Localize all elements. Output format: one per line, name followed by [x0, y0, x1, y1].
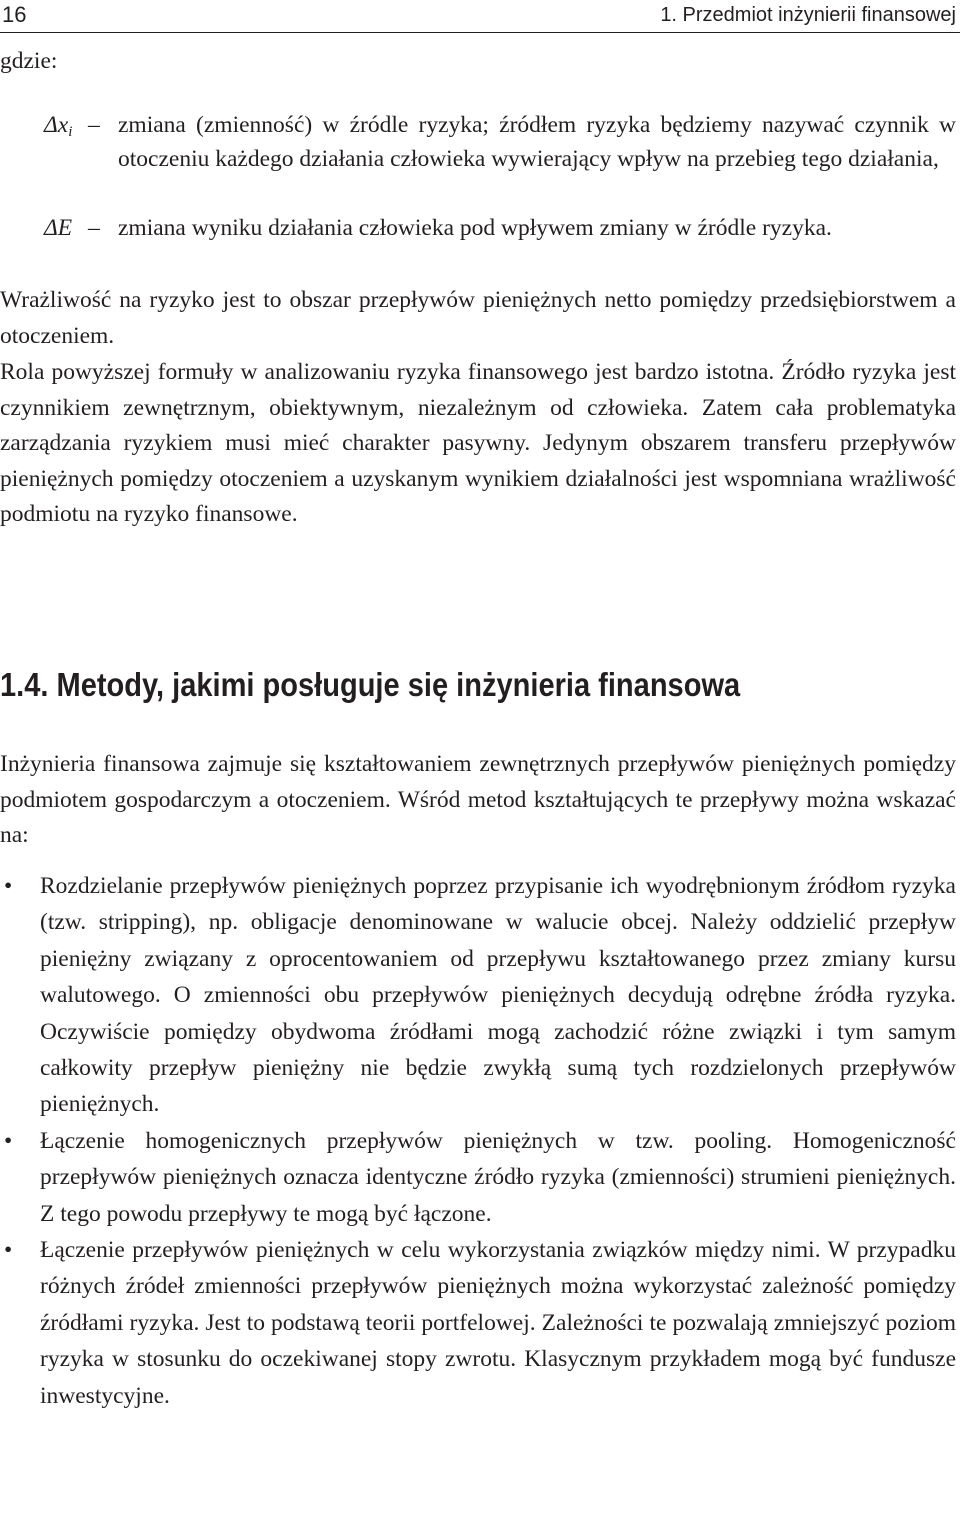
paragraph-sensitivity: [0, 283, 956, 354]
symbol-delta-x: $\Delta x_i$: [44, 112, 73, 140]
paragraph-text: Rola powyższej formuły w analizowaniu ryzyka finansowego jest bardzo istotna. Źródło ryzyka jest czynnikiem zewnętrznym, obiektywnym, niezależnym od człowieka. Zatem cała problematyka zarządzania ryzykiem musi mieć charakter pasywny. Jedynym obszarem transferu przepływów pieniężnych pomiędzy otoczeniem a uzyskanym wynikiem działalności jest wspomniana wrażliwość podmiotu na ryzyko finansowe.: [0, 359, 956, 528]
header-rule: [0, 32, 960, 33]
definition-delta-e: [44, 211, 956, 245]
bullet-icon: •: [4, 1237, 13, 1264]
page-number: 16: [2, 2, 27, 27]
definition-dash: –: [88, 112, 100, 138]
where-label: gdzie:: [0, 48, 58, 74]
bullet-icon: •: [4, 873, 13, 899]
list-item: [0, 1232, 956, 1414]
list-item: [0, 868, 956, 1123]
list-item-text: Łączenie przepływów pieniężnych w celu wykorzystania związków między nimi. W przypadku różnych źródeł zmienności przepływów pieniężnych można wykorzystać zależność pomiędzy źródłami ryzyka. Jest to podstawą teorii portfelowej. Zależności te pozwalają zmniejszyć poziom ryzyka w stosunku do oczekiwanej stopy zwrotu. Klasycznym przykładem mogą być fundusze inwestycyjne.: [40, 1237, 956, 1409]
paragraph-text: Wrażliwość na ryzyko jest to obszar przepływów pieniężnych netto pomiędzy przedsiębiorstwem a otoczeniem.: [0, 287, 956, 349]
symbol-delta-e: ΔE: [44, 215, 73, 241]
paragraph-text: Inżynieria finansowa zajmuje się kształtowaniem zewnętrznych przepływów pieniężnych pomiędzy podmiotem gospodarczym a otoczeniem. Wśród metod kształtujących te przepływy można wskazać na:: [0, 751, 956, 849]
definition-text: zmiana wyniku działania człowieka pod wpływem zmiany w źródle ryzyka.: [118, 215, 832, 241]
bullet-icon: •: [4, 1127, 13, 1154]
definition-delta-x: [44, 108, 956, 176]
section-intro: [0, 747, 956, 854]
section-heading: 1.4. Metody, jakimi posługuje się inżynieria finansowa: [0, 666, 741, 703]
paragraph-formula-role: [0, 355, 956, 533]
page-header: [0, 0, 960, 34]
running-title: 1. Przedmiot inżynierii finansowej: [660, 4, 956, 26]
list-item-text: Rozdzielanie przepływów pieniężnych poprzez przypisanie ich wyodrębnionym źródłom ryzyka (tzw. stripping), np. obligacje denominowane w walucie obcej. Należy oddzielić przepływ pieniężny związany z oprocentowaniem od przepływu kształtowanego przez zmiany kursu walutowego. O zmienności obu przepływów pieniężnych decydują odrębne źródła ryzyka. Oczywiście pomiędzy obydwoma źródłami mogą zachodzić różne związki i tym samym całkowity przepływ pieniężny nie będzie zwykłą sumą tych rozdzielonych przepływów pieniężnych.: [40, 873, 956, 1118]
definition-dash: –: [88, 215, 100, 241]
list-item: [0, 1123, 956, 1232]
list-item-text: Łączenie homogenicznych przepływów pieniężnych w tzw. pooling. Homogeniczność przepływów pieniężnych oznacza identyczne źródło ryzyka (zmienności) strumieni pieniężnych. Z tego powodu przepływy te mogą być łączone.: [40, 1127, 956, 1227]
methods-list: [0, 868, 956, 1414]
definition-text: zmiana (zmienność) w źródle ryzyka; źródłem ryzyka będziemy nazywać czynnik w otoczeniu każdego działania człowieka wywierający wpływ na przebieg tego działania,: [118, 112, 956, 173]
